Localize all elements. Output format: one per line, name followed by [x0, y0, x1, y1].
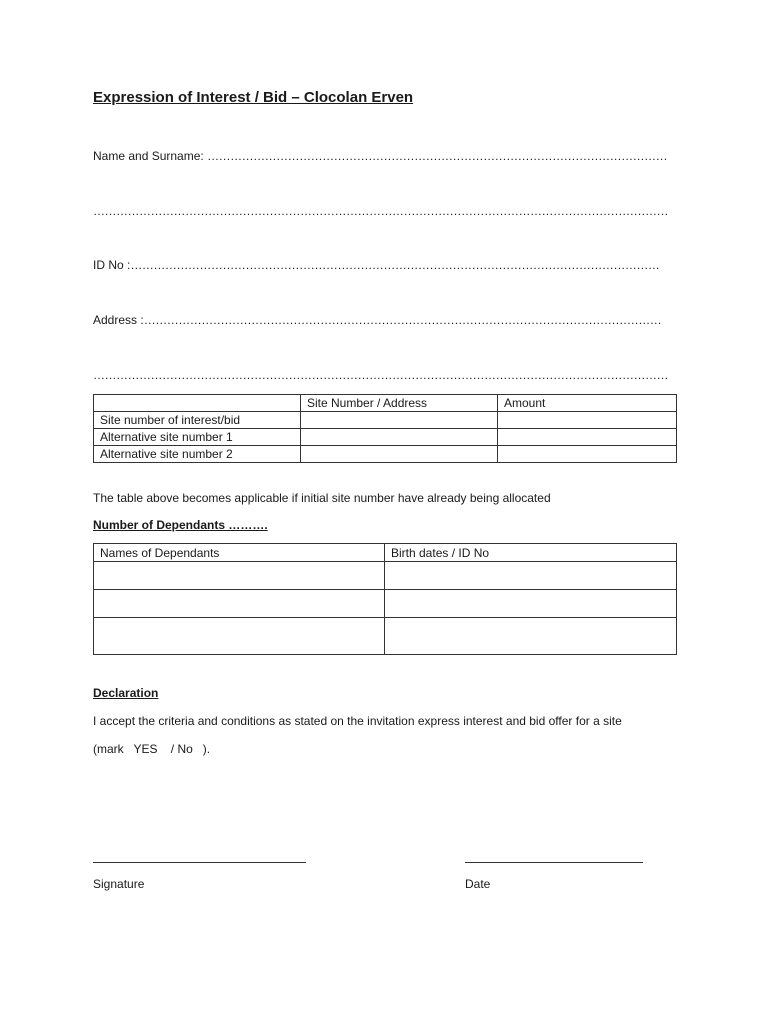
table-header-cell: Site Number / Address — [301, 395, 498, 412]
declaration-text: I accept the criteria and conditions as stated on the invitation express interest and bid offer for a site — [93, 714, 622, 728]
table-cell: Alternative site number 1 — [94, 429, 301, 446]
signature-line[interactable] — [93, 862, 306, 863]
table-row — [94, 412, 677, 429]
address-label: Address : — [93, 313, 144, 327]
table-header-cell — [94, 395, 301, 412]
date-line[interactable] — [465, 862, 643, 863]
address-field[interactable] — [93, 313, 661, 327]
id-number-label: ID No : — [93, 258, 131, 272]
table-row — [94, 562, 677, 590]
name-surname-label: Name and Surname: — [93, 149, 208, 163]
dependant-name-input[interactable] — [94, 618, 385, 655]
address-continuation[interactable]: …………………………………………………………………………………………………………………………………… — [93, 368, 668, 382]
dependants-table — [93, 543, 677, 655]
dependant-birthdate-input[interactable] — [385, 590, 677, 618]
table-row — [94, 395, 677, 412]
table-header-cell: Birth dates / ID No — [385, 544, 677, 562]
address-dots: ……………………………………………………………………………………………………………………… — [143, 313, 662, 327]
table-row — [94, 544, 677, 562]
dependant-birthdate-input[interactable] — [385, 562, 677, 590]
id-number-dots: ………………………………………………………………………………………………………………………… — [130, 258, 660, 272]
name-surname-dots: ………………………………………………………………………………………………………… — [207, 149, 668, 163]
table-row — [94, 590, 677, 618]
site-number-input[interactable] — [301, 446, 498, 463]
signature-label: Signature — [93, 877, 145, 891]
table-row — [94, 446, 677, 463]
table-header-cell: Names of Dependants — [94, 544, 385, 562]
dependants-heading: Number of Dependants ………. — [93, 518, 268, 532]
dependant-name-input[interactable] — [94, 590, 385, 618]
page-title: Expression of Interest / Bid – Clocolan Erven — [93, 89, 414, 106]
table-row — [94, 429, 677, 446]
declaration-heading: Declaration — [93, 686, 159, 700]
site-table — [93, 394, 677, 463]
name-surname-field[interactable] — [93, 149, 667, 163]
dependant-name-input[interactable] — [94, 562, 385, 590]
table-cell: Site number of interest/bid — [94, 412, 301, 429]
declaration-mark[interactable]: (mark YES / No ). — [93, 742, 211, 756]
amount-input[interactable] — [498, 446, 677, 463]
site-number-input[interactable] — [301, 412, 498, 429]
site-number-input[interactable] — [301, 429, 498, 446]
id-number-field[interactable] — [93, 258, 659, 272]
amount-input[interactable] — [498, 429, 677, 446]
amount-input[interactable] — [498, 412, 677, 429]
table-note: The table above becomes applicable if initial site number have already being allocated — [93, 491, 551, 505]
dependant-birthdate-input[interactable] — [385, 618, 677, 655]
table-row — [94, 618, 677, 655]
table-header-cell: Amount — [498, 395, 677, 412]
table-cell: Alternative site number 2 — [94, 446, 301, 463]
name-surname-continuation[interactable]: …………………………………………………………………………………………………………………………………… — [93, 204, 668, 218]
date-label: Date — [465, 877, 491, 891]
